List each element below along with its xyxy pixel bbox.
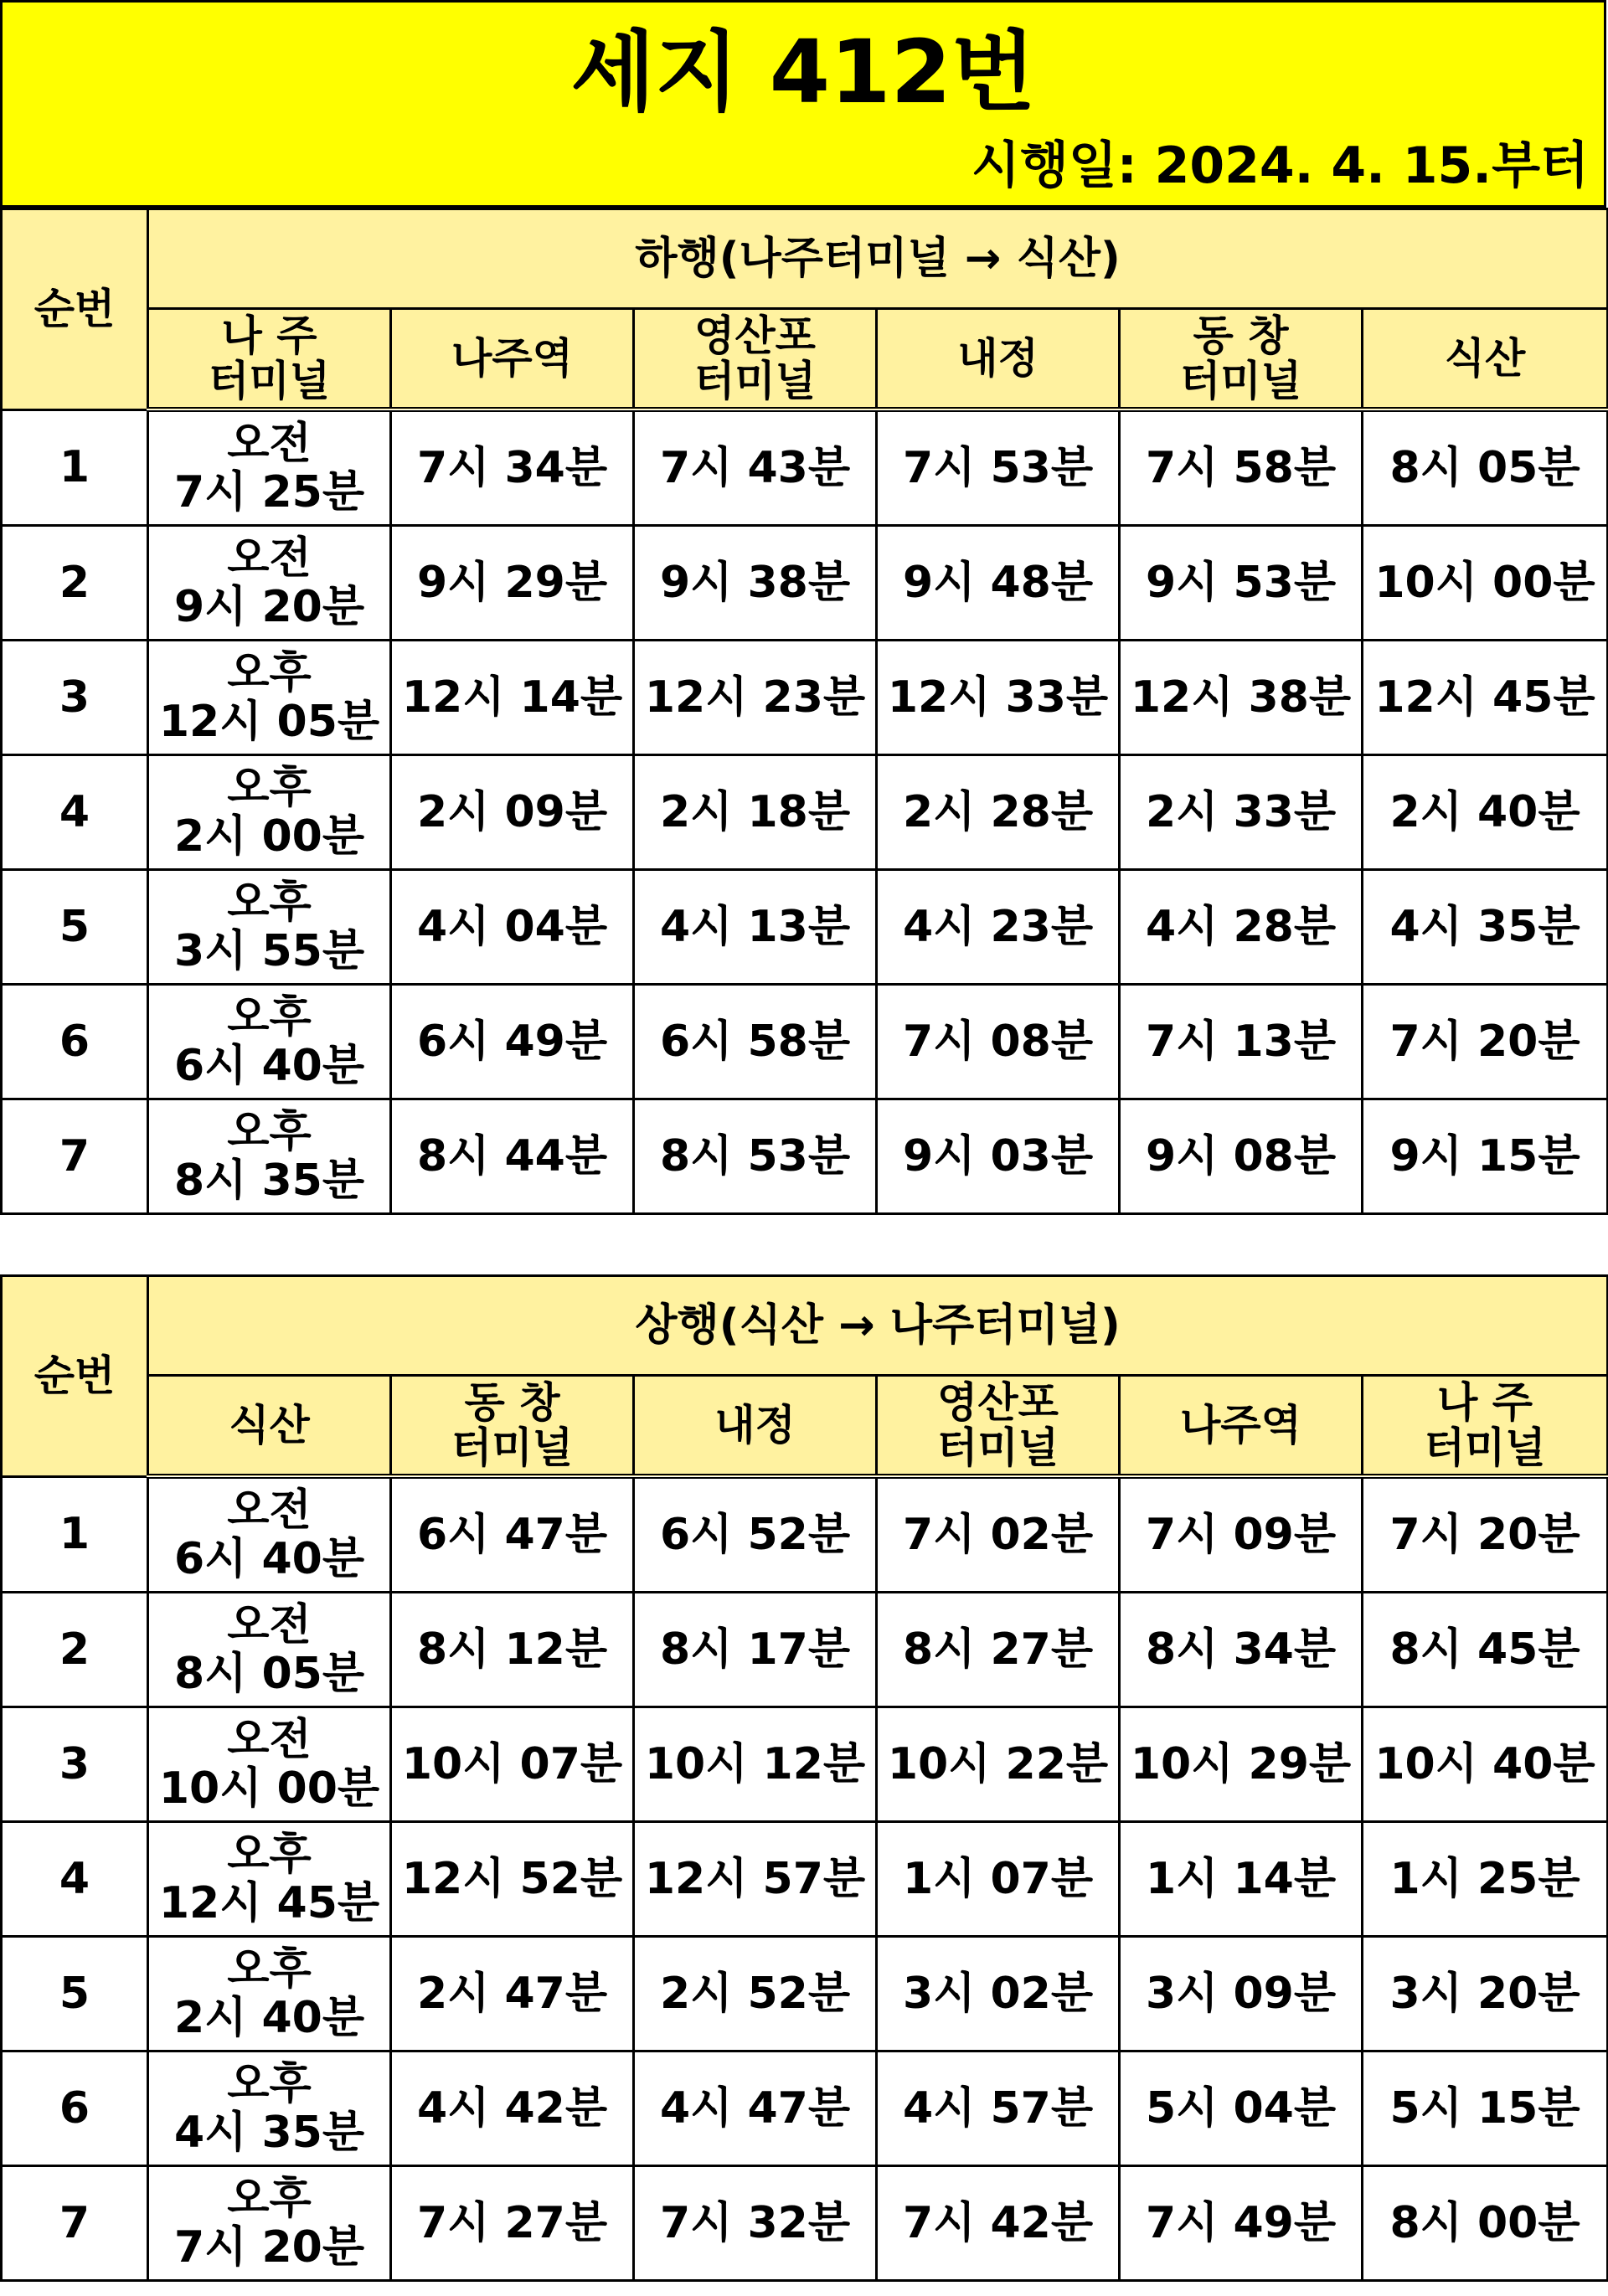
ampm-label: 오후 (227, 992, 312, 1042)
ampm-label: 오후 (227, 1830, 312, 1880)
stop-name-line: 나 주 (221, 311, 317, 360)
stop-time: 4시 47분 (634, 2051, 877, 2166)
table-row (2, 2051, 1608, 2166)
stop-time: 1시 25분 (1363, 1822, 1608, 1937)
stop-time: 8시 53분 (634, 1099, 877, 1214)
stop-time: 9시 53분 (1120, 526, 1363, 641)
ampm-label: 오전 (227, 1485, 312, 1536)
stop-time: 4시 28분 (1120, 870, 1363, 985)
stop-name-line: 식산 (1444, 334, 1526, 383)
stop-header (634, 309, 877, 410)
first-departure (148, 2166, 391, 2281)
departure-time: 2시 00분 (173, 811, 365, 862)
stop-name-line: 터미널 (694, 357, 816, 405)
table-row (2, 985, 1608, 1099)
ampm-label: 오전 (227, 419, 312, 469)
table-row (2, 755, 1608, 870)
timetable-body (2, 1476, 1608, 2281)
stop-time: 8시 27분 (877, 1593, 1120, 1707)
stop-time: 4시 23분 (877, 870, 1120, 985)
stop-time: 7시 34분 (391, 409, 634, 526)
stop-time: 7시 08분 (877, 985, 1120, 1099)
table-row (2, 1937, 1608, 2051)
stop-time: 3시 20분 (1363, 1937, 1608, 2051)
stop-time: 9시 08분 (1120, 1099, 1363, 1214)
first-departure (148, 2051, 391, 2166)
first-departure (148, 1476, 391, 1593)
stop-time: 8시 12분 (391, 1593, 634, 1707)
ampm-label: 오후 (227, 1107, 312, 1157)
stop-header (148, 309, 391, 410)
table-row (2, 2166, 1608, 2281)
stop-time: 4시 35분 (1363, 870, 1608, 985)
run-number: 2 (2, 526, 148, 641)
stop-header-row (2, 309, 1608, 410)
run-number: 5 (2, 1937, 148, 2051)
stop-name-line: 영산포 (694, 311, 816, 360)
title-banner (0, 0, 1606, 208)
run-number: 1 (2, 409, 148, 526)
stop-time: 5시 04분 (1120, 2051, 1363, 2166)
departure-time: 7시 20분 (173, 2222, 365, 2273)
stop-time: 6시 49분 (391, 985, 634, 1099)
stop-name-line: 터미널 (937, 1423, 1059, 1472)
stop-time: 9시 48분 (877, 526, 1120, 641)
stop-header (1120, 1376, 1363, 1477)
stop-time: 7시 09분 (1120, 1476, 1363, 1593)
stop-time: 5시 15분 (1363, 2051, 1608, 2166)
stop-time: 7시 02분 (877, 1476, 1120, 1593)
stop-time: 2시 18분 (634, 755, 877, 870)
stop-time: 6시 47분 (391, 1476, 634, 1593)
table-row (2, 641, 1608, 755)
ampm-label: 오후 (227, 2174, 312, 2224)
stop-time: 10시 12분 (634, 1707, 877, 1822)
stop-name-line: 동 창 (1193, 311, 1289, 360)
table-row (2, 526, 1608, 641)
stop-time: 4시 42분 (391, 2051, 634, 2166)
run-number: 5 (2, 870, 148, 985)
ampm-label: 오전 (227, 533, 312, 584)
departure-time: 3시 55분 (173, 926, 365, 976)
stop-header-row (2, 1376, 1608, 1477)
departure-time: 6시 40분 (173, 1534, 365, 1584)
departure-time: 12시 05분 (158, 697, 380, 747)
ampm-label: 오후 (227, 648, 312, 698)
stop-name-line: 내정 (957, 334, 1038, 383)
stop-time: 3시 02분 (877, 1937, 1120, 2051)
departure-time: 7시 25분 (173, 467, 365, 517)
stop-header (1120, 309, 1363, 410)
stop-time: 1시 14분 (1120, 1822, 1363, 1937)
ampm-label: 오후 (227, 1944, 312, 1995)
stop-name-line: 동 창 (464, 1378, 560, 1427)
stop-time: 9시 15분 (1363, 1099, 1608, 1214)
page-title: 세지 412번 (570, 21, 1036, 123)
stop-time: 2시 40분 (1363, 755, 1608, 870)
run-number: 4 (2, 1822, 148, 1937)
first-departure (148, 1937, 391, 2051)
stop-name-line: 터미널 (451, 1423, 573, 1472)
stop-time: 8시 44분 (391, 1099, 634, 1214)
ampm-label: 오후 (227, 2059, 312, 2109)
stop-time: 7시 20분 (1363, 985, 1608, 1099)
run-number: 2 (2, 1593, 148, 1707)
run-number: 7 (2, 2166, 148, 2281)
stop-time: 2시 47분 (391, 1937, 634, 2051)
stop-time: 10시 22분 (877, 1707, 1120, 1822)
stop-time: 6시 52분 (634, 1476, 877, 1593)
stop-time: 12시 14분 (391, 641, 634, 755)
stop-time: 7시 53분 (877, 409, 1120, 526)
stop-header (1363, 1376, 1608, 1477)
stop-time: 7시 32분 (634, 2166, 877, 2281)
stop-header (1363, 309, 1608, 410)
stop-time: 12시 33분 (877, 641, 1120, 755)
ampm-label: 오후 (227, 878, 312, 928)
direction-header: 상행(식산 → 나주터미널) (148, 1276, 1608, 1376)
stop-time: 4시 57분 (877, 2051, 1120, 2166)
stop-time: 10시 00분 (1363, 526, 1608, 641)
ampm-label: 오전 (227, 1715, 312, 1765)
stop-time: 7시 43분 (634, 409, 877, 526)
stop-time: 2시 52분 (634, 1937, 877, 2051)
stop-time: 2시 09분 (391, 755, 634, 870)
stop-header (148, 1376, 391, 1477)
table-row (2, 1476, 1608, 1593)
stop-time: 12시 38분 (1120, 641, 1363, 755)
effective-date: 시행일: 2024. 4. 15.부터 (971, 136, 1589, 195)
stop-time: 12시 23분 (634, 641, 877, 755)
stop-time: 2시 33분 (1120, 755, 1363, 870)
stop-header (634, 1376, 877, 1477)
table-row (2, 1099, 1608, 1214)
stop-time: 7시 42분 (877, 2166, 1120, 2281)
departure-time: 8시 05분 (173, 1649, 365, 1699)
departure-time: 2시 40분 (173, 1993, 365, 2043)
direction-header: 하행(나주터미널 → 식산) (148, 209, 1608, 309)
first-departure (148, 1593, 391, 1707)
first-departure (148, 985, 391, 1099)
stop-time: 4시 04분 (391, 870, 634, 985)
run-number: 6 (2, 2051, 148, 2166)
table-row (2, 1593, 1608, 1707)
downbound-timetable (0, 208, 1608, 1215)
stop-name-line: 나주역 (451, 334, 573, 383)
departure-time: 4시 35분 (173, 2108, 365, 2158)
first-departure (148, 641, 391, 755)
stop-time: 12시 45분 (1363, 641, 1608, 755)
stop-header (877, 309, 1120, 410)
run-number: 3 (2, 641, 148, 755)
first-departure (148, 1099, 391, 1214)
first-departure (148, 526, 391, 641)
stop-header (877, 1376, 1120, 1477)
run-number: 3 (2, 1707, 148, 1822)
stop-time: 10시 29분 (1120, 1707, 1363, 1822)
seq-header: 순번 (2, 209, 148, 410)
first-departure (148, 755, 391, 870)
first-departure (148, 1822, 391, 1937)
stop-time: 8시 45분 (1363, 1593, 1608, 1707)
stop-name-line: 터미널 (1424, 1423, 1546, 1472)
stop-time: 8시 17분 (634, 1593, 877, 1707)
stop-time: 9시 03분 (877, 1099, 1120, 1214)
stop-time: 7시 20분 (1363, 1476, 1608, 1593)
stop-name-line: 터미널 (1180, 357, 1301, 405)
table-row (2, 870, 1608, 985)
departure-time: 6시 40분 (173, 1041, 365, 1091)
stop-time: 7시 13분 (1120, 985, 1363, 1099)
stop-name-line: 터미널 (209, 357, 330, 405)
stop-name-line: 영산포 (937, 1378, 1059, 1427)
run-number: 4 (2, 755, 148, 870)
stop-time: 9시 29분 (391, 526, 634, 641)
run-number: 1 (2, 1476, 148, 1593)
ampm-label: 오전 (227, 1600, 312, 1650)
stop-time: 4시 13분 (634, 870, 877, 985)
stop-time: 2시 28분 (877, 755, 1120, 870)
stop-time: 10시 40분 (1363, 1707, 1608, 1822)
timetable-body (2, 409, 1608, 1214)
table-row (2, 409, 1608, 526)
first-departure (148, 409, 391, 526)
stop-time: 8시 05분 (1363, 409, 1608, 526)
stop-time: 1시 07분 (877, 1822, 1120, 1937)
departure-time: 9시 20분 (173, 582, 365, 632)
stop-name-line: 식산 (229, 1401, 310, 1449)
stop-time: 7시 58분 (1120, 409, 1363, 526)
departure-time: 8시 35분 (173, 1156, 365, 1206)
stop-header (391, 309, 634, 410)
ampm-label: 오후 (227, 763, 312, 813)
stop-time: 8시 00분 (1363, 2166, 1608, 2281)
stop-time: 12시 57분 (634, 1822, 877, 1937)
stop-name-line: 나주역 (1180, 1401, 1301, 1449)
stop-time: 8시 34분 (1120, 1593, 1363, 1707)
stop-name-line: 내정 (714, 1401, 796, 1449)
stop-time: 7시 49분 (1120, 2166, 1363, 2281)
departure-time: 10시 00분 (158, 1763, 380, 1814)
run-number: 6 (2, 985, 148, 1099)
stop-time: 10시 07분 (391, 1707, 634, 1822)
seq-header: 순번 (2, 1276, 148, 1477)
first-departure (148, 1707, 391, 1822)
stop-time: 7시 27분 (391, 2166, 634, 2281)
stop-time: 9시 38분 (634, 526, 877, 641)
departure-time: 12시 45분 (158, 1878, 380, 1928)
stop-header (391, 1376, 634, 1477)
stop-time: 3시 09분 (1120, 1937, 1363, 2051)
first-departure (148, 870, 391, 985)
upbound-timetable (0, 1274, 1608, 2282)
table-row (2, 1822, 1608, 1937)
table-row (2, 1707, 1608, 1822)
stop-time: 6시 58분 (634, 985, 877, 1099)
stop-name-line: 나 주 (1437, 1378, 1533, 1427)
stop-time: 12시 52분 (391, 1822, 634, 1937)
run-number: 7 (2, 1099, 148, 1214)
